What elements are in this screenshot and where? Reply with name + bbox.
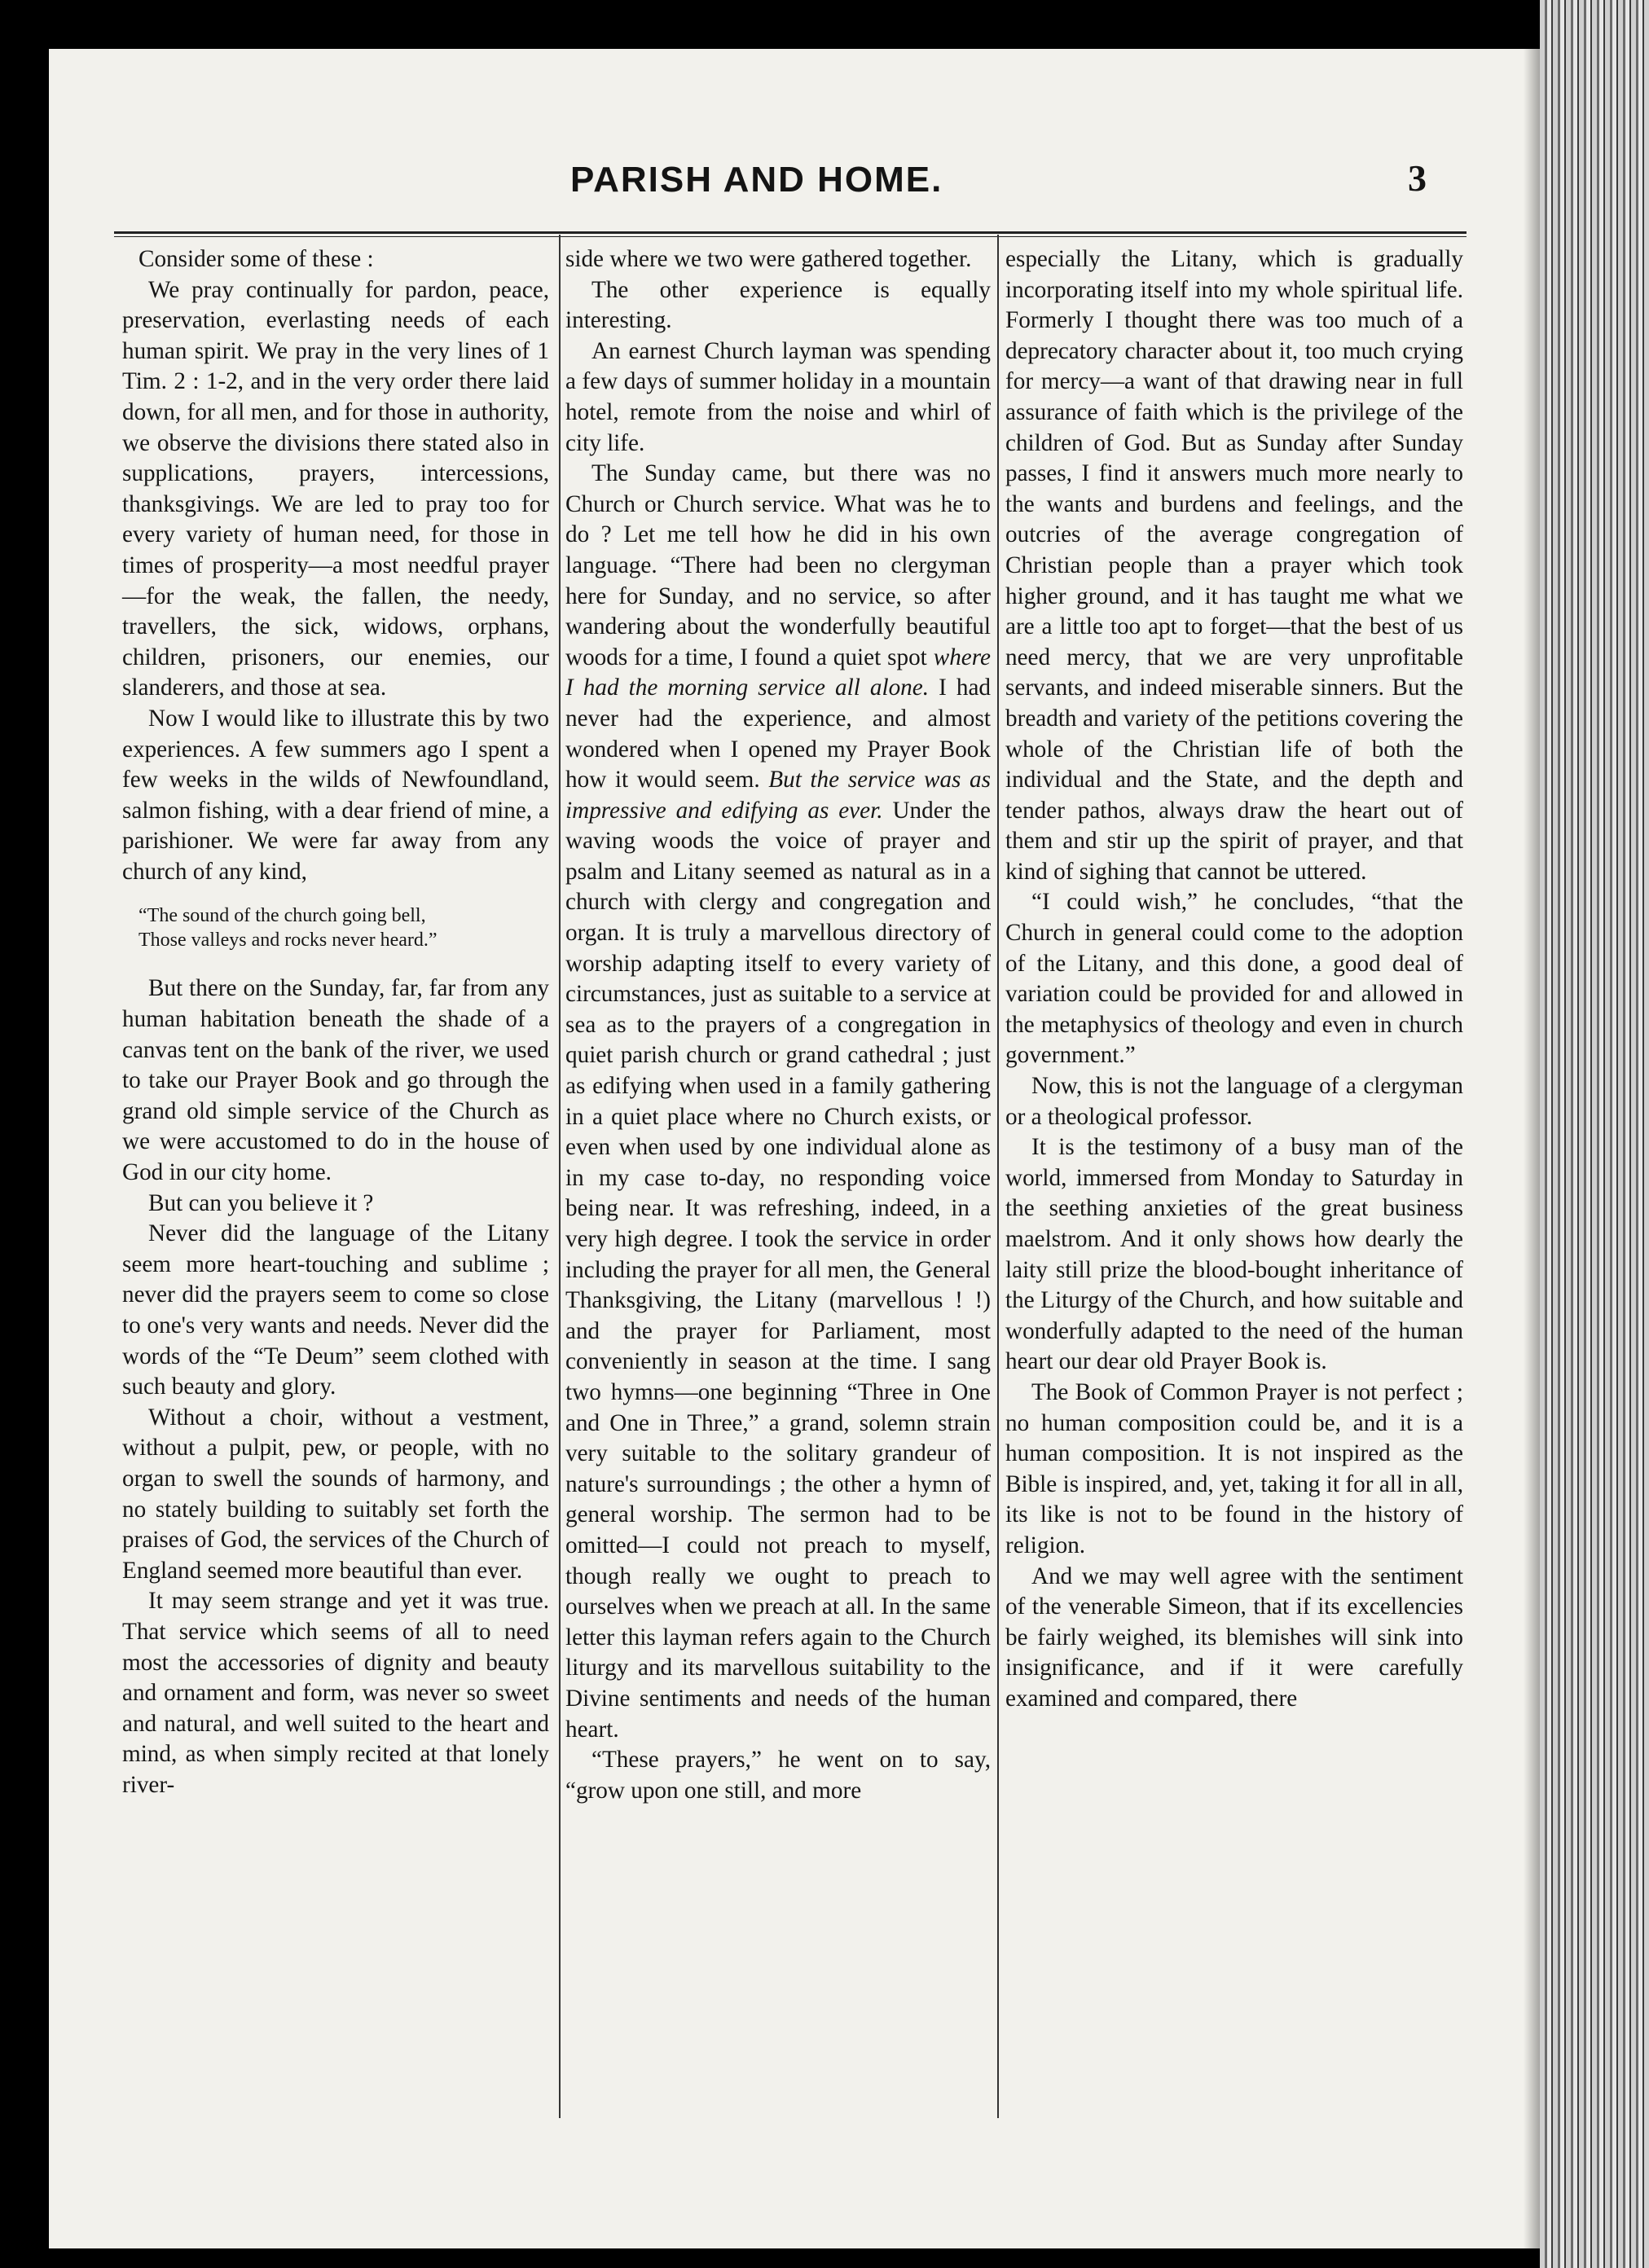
paragraph: And we may well agree with the sentiment of the venerable Simeon, that if its excellencies be fairly weighed, its blemishes will sink into insignificance, and if it were carefully examined and compared, there [1005, 1563, 1463, 1712]
paragraph: It is the testimony of a busy man of the world, immersed from Monday to Saturday in the seething anxieties of the great business maelstrom. And it only shows how dearly the laity still prize the blood-bought inheritance of the Liturgy of the Church, and how suitable and wonderfully adapted to the need of the human heart our dear old Prayer Book is. [1005, 1134, 1463, 1375]
verse-line: Those valleys and rocks never heard.” [139, 930, 438, 952]
paragraph: An earnest Church layman was spending a few days of summer holiday in a mountain hotel, remote from the noise and whirl of city life. [565, 337, 991, 456]
column-1 [122, 244, 549, 1801]
column-2 [565, 244, 991, 1806]
paragraph: side where we two were gathered together. [565, 246, 972, 272]
paragraph: especially the Litany, which is gradually incorporating itself into my whole spiritual life. Formerly I thought there was too much of a deprecatory character about it, too much crying for mercy—a want of that drawing near in full assurance of faith which is the privilege of the children of God. But as Sunday after Sunday passes, I find it answers much more nearly to the wants and burdens and feelings, and the outcries of the average congregation of Christian people than a prayer which took higher ground, and it has taught me what we are a little too apt to forget—that the best of us need mercy, that we are very unprofitable servants, and indeed miserable sinners. But the breadth and variety of the petitions covering the whole of the Christian life of both the individual and the State, and the depth and tender pathos, always draw the heart out of them and stir up the spirit of prayer, and that kind of sighing that cannot be uttered. [1005, 246, 1463, 885]
paragraph: It may seem strange and yet it was true. That service which seems of all to need most the accessories of dignity and beauty and ornament and form, was never so sweet and natural, and well suited to the heart and mind, as when simply recited at that lonely river- [122, 1588, 549, 1798]
book-binding [1540, 0, 1649, 2268]
paragraph: We pray continually for pardon, peace, preservation, everlasting needs of each human spirit. We pray in the very lines of 1 Tim. 2 : 1-2, and in the very order there laid down, for all men, and for those in authority, we observe the divisions there stated also in supplications, prayers, intercessions, thanksgivings. We are led to pray too for every variety of human need, for those in times of prosperity—a most needful prayer—for the weak, the fallen, the needy, travellers, the sick, widows, orphans, children, prisoners, our enemies, our slanderers, and those at sea. [122, 276, 549, 701]
text-run: I had never had the experience, and almost wondered when I opened my Prayer Book how it would seem. [565, 675, 991, 793]
paragraph: But can you believe it ? [148, 1189, 374, 1216]
verse-quote [139, 903, 549, 952]
paragraph: The Book of Common Prayer is not perfect ; no human composition could be, and it is a human composition. It is not inspired as the Bible is inspired, and, yet, taking it for all in all, its like is not to be found in the history of religion. [1005, 1378, 1463, 1558]
italic-run: But the service was as impressive and edifying as ever. [565, 767, 991, 824]
paragraph: Now, this is not the language of a clergyman or a theological professor. [1005, 1073, 1463, 1130]
page-header-title: PARISH AND HOME. [570, 160, 943, 200]
binding-shadow [1524, 49, 1541, 2248]
paragraph: Consider some of these : [139, 246, 374, 272]
paragraph: “These prayers,” he went on to say, “grow upon one still, and more [565, 1747, 991, 1804]
column-3 [1005, 244, 1463, 1715]
paragraph [565, 459, 991, 1745]
italic-run: where I had the morning service all alone. [565, 644, 991, 701]
text-run: The Sunday came, but there was no Church or Church service. What was he to do ? Let me tell how he did in his own language. “There had been no clergyman here for Sunday, and no service, so after wandering about the wonderfully beautiful woods for a time, I found a quiet spot [565, 460, 991, 670]
verse-line: “The sound of the church going bell, [139, 905, 426, 927]
paragraph: But there on the Sunday, far, far from any human habitation beneath the shade of a canvas tent on the bank of the river, we used to take our Prayer Book and go through the grand old simple service of the Church as we were accustomed to do in the house of God in our city home. [122, 975, 549, 1186]
paragraph: The other experience is equally interesting. [565, 276, 991, 334]
paragraph: “I could wish,” he concludes, “that the Church in general could come to the adoption of the Litany, and this done, a good deal of variation could be provided for and allowed in the metaphysics of theology and even in church government.” [1005, 889, 1463, 1069]
paragraph: Without a choir, without a vestment, without a pulpit, pew, or people, with no organ to swell the sounds of harmony, and no stately building to suitably set forth the praises of God, the services of the Church of England seemed more beautiful than ever. [122, 1404, 549, 1584]
paragraph: Now I would like to illustrate this by two experiences. A few summers ago I spent a few weeks in the wilds of Newfoundland, salmon fishing, with a dear friend of mine, a parishioner. We were far away from any church of any kind, [122, 705, 549, 885]
header-rule [114, 231, 1467, 237]
column-divider-2 [997, 235, 999, 2118]
column-divider-1 [559, 235, 561, 2118]
text-run: Under the waving woods the voice of prayer and psalm and Litany seemed as natural as in a church with clergy and congregation and organ. It is truly a marvellous directory of worship adapting itself to every variety of circumstances, just as suitable to a service at sea as to the prayers of a congregation in quiet parish church or grand cathedral ; just as edifying when used in a family gathering in a quiet place where no Church exists, or even when used by one individual alone as in my case to-day, no responding voice being near. It was refreshing, indeed, in a very high degree. I took the service in order including the prayer for all men, the General Thanksgiving, the Litany (marvellous ! !) and the prayer for Parliament, most conveniently in season at the time. I sang two hymns—one beginning “Three in One and One in Three,” a grand, solemn strain very suitable to the solitary grandeur of nature's surroundings ; the other a hymn of general worship. The sermon had to be omitted—I could not preach to myself, though really we ought to preach to ourselves when we preach at all. In the same letter this layman refers again to the Church liturgy and its marvellous suitability to the Divine sentiments and needs of the human heart. [565, 797, 991, 1743]
page-number: 3 [1408, 157, 1427, 199]
paragraph: Never did the language of the Litany seem more heart-touching and sublime ; never did the prayers seem to come so close to one's very wants and needs. Never did the words of the “Te Deum” seem clothed with such beauty and glory. [122, 1220, 549, 1400]
